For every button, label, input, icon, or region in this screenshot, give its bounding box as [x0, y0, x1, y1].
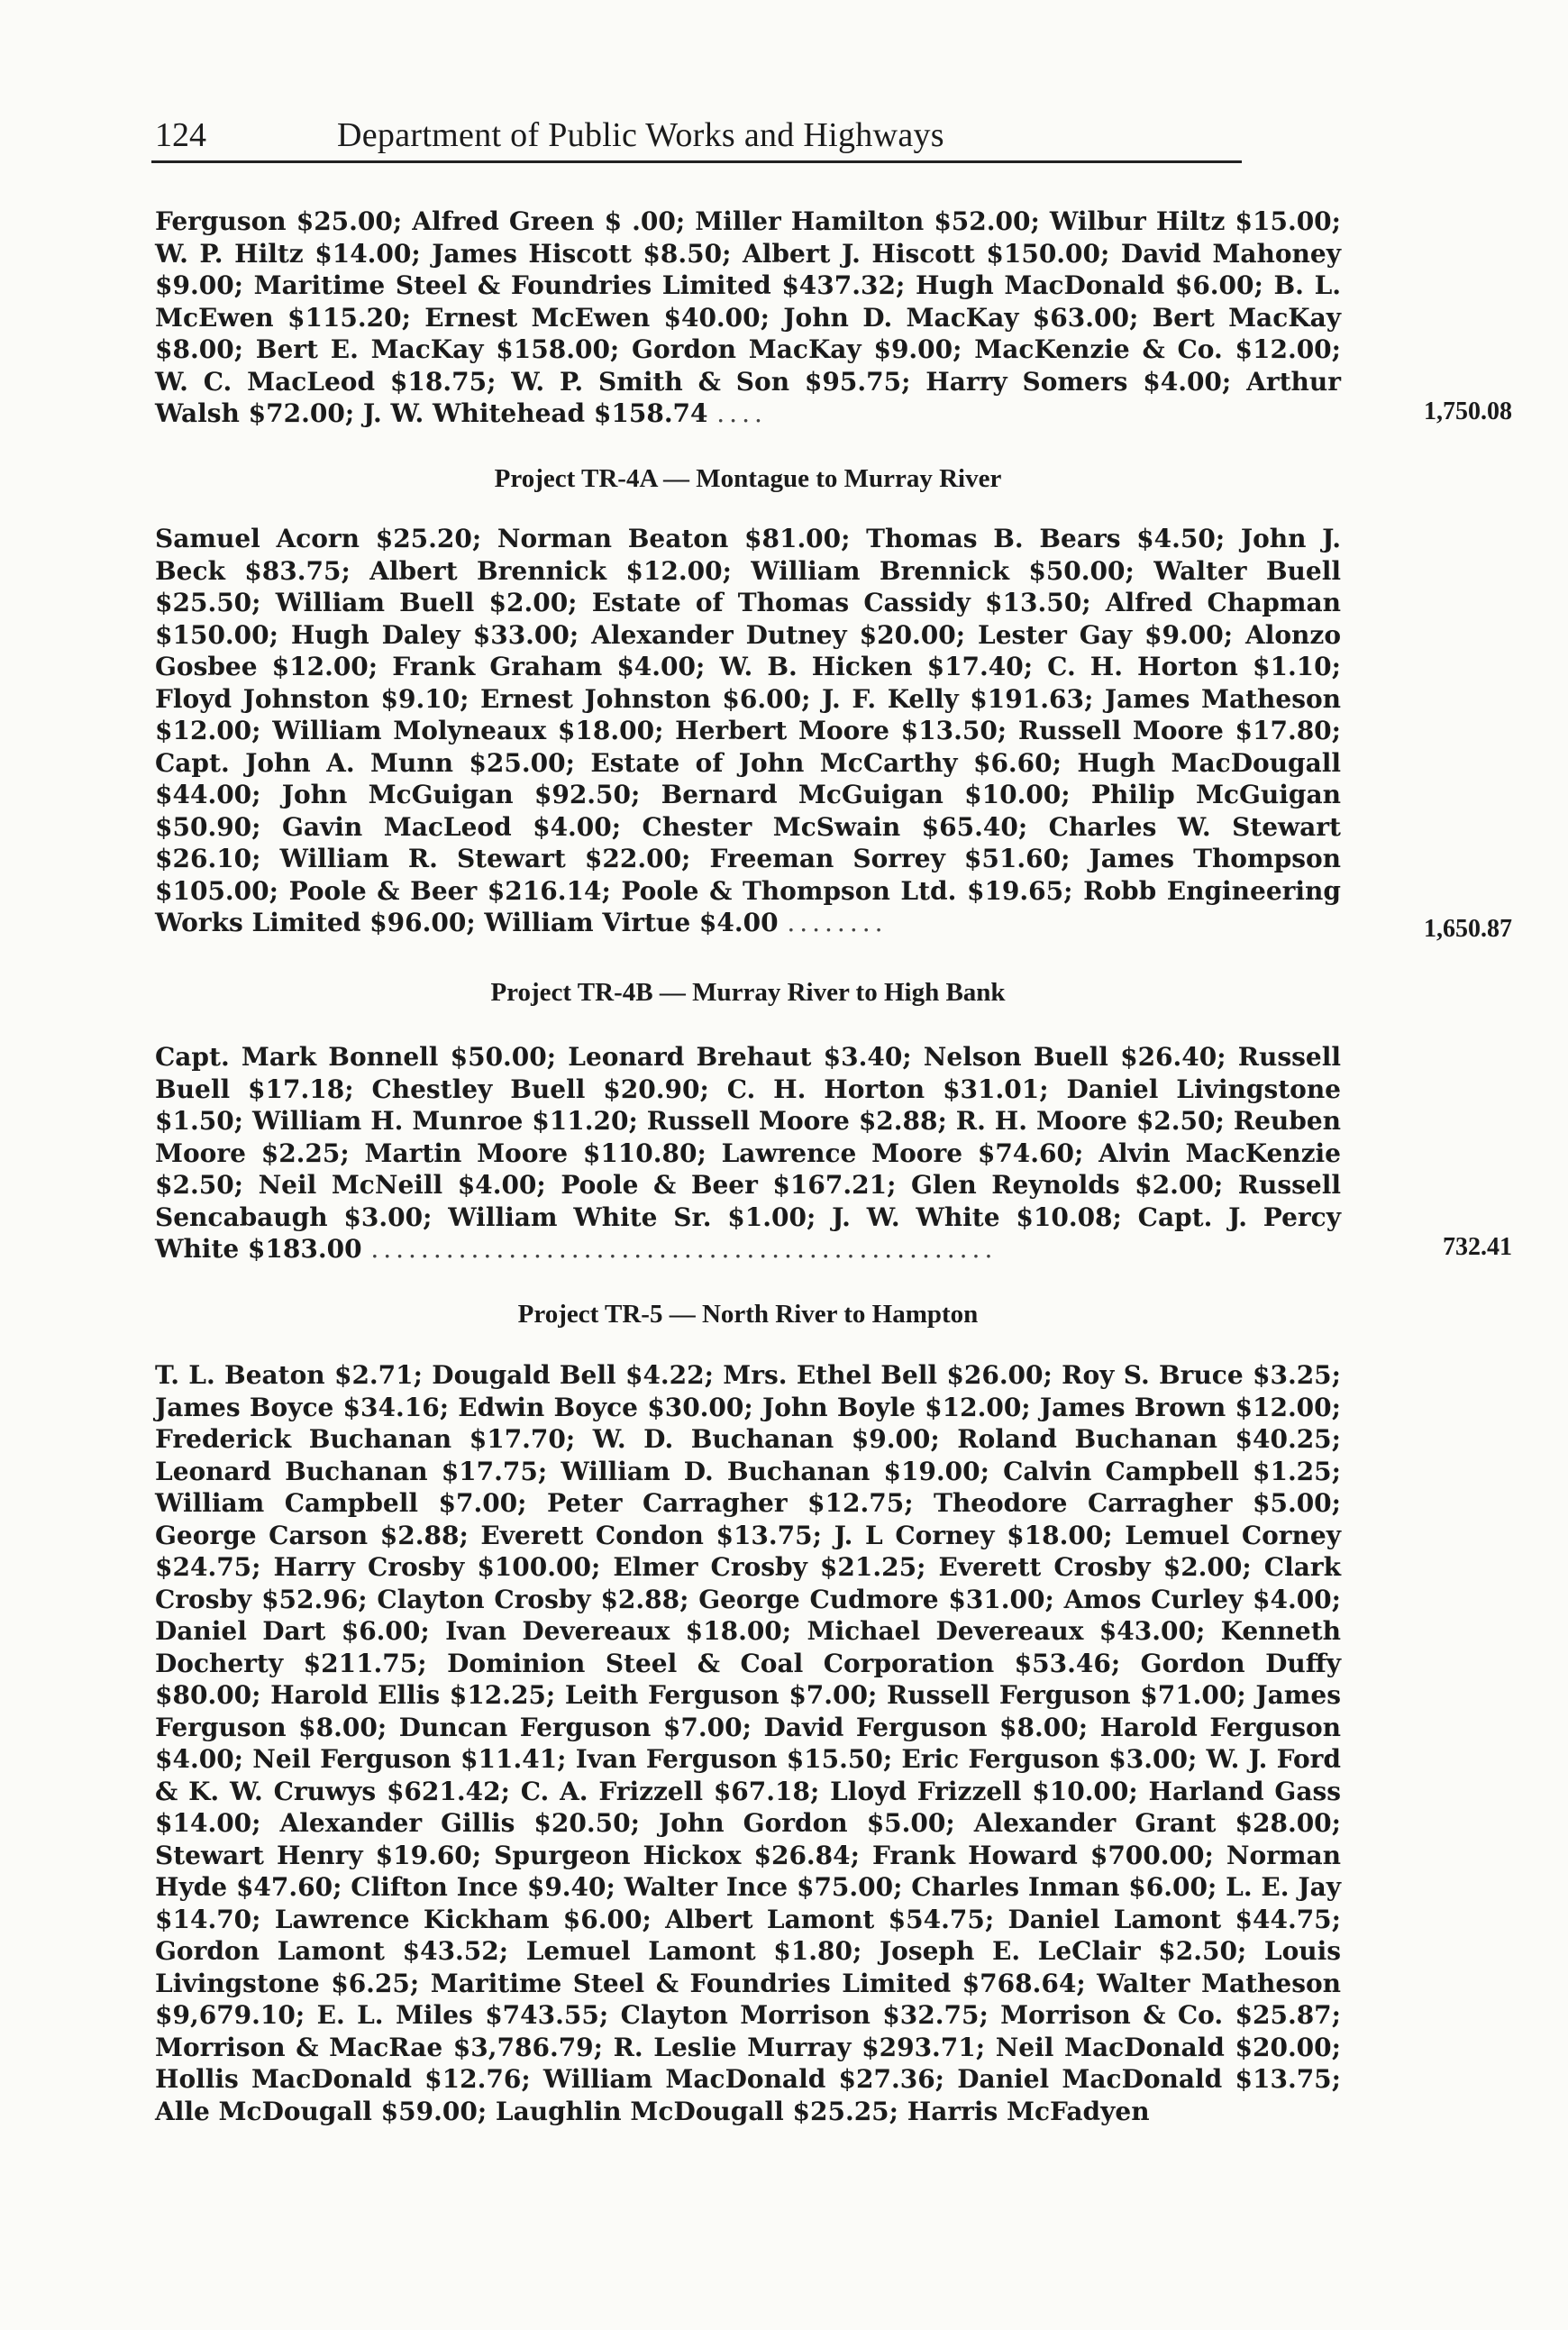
paragraph-text: Samuel Acorn $25.20; Norman Beaton $81.00; Thomas B. Bears $4.50; John J. Beck $83.75; Albert Brennick $12.00; William Brennick $50.00; Walter Buell $25.50; William Buell $2.00; Estate of Thomas Cassidy $13.50; Alfred Chapman $150.00; Hugh Daley $33.00; Alexander Dutney $20.00; Lester Gay $9.00; Alonzo Gosbee $12.00; Frank Graham $4.00; W. B. Hicken $17.40; C. H. Horton $1.10; Floyd Johnston $9.10; Ernest Johnston $6.00; J. F. Kelly $191.63; James Matheson $12.00; William Molyneaux $18.00; Herbert Moore $13.50; Russell Moore $17.80; Capt. John A. Munn $25.00; Estate of John McCarthy $6.60; Hugh MacDougall $44.00; John McGuigan $92.50; Bernard McGuigan $10.00; Philip McGuigan $50.90; Gavin MacLeod $4.00; Chester McSwain $65.40; Charles W. Stewart $26.10; William R. Stewart $22.00; Freeman Sorrey $51.60; James Thompson $105.00; Poole & Beer $216.14; Poole & Thompson Ltd. $19.65; Robb Engineering Works Limited $96.00; William Virtue $4.00: [155, 524, 1341, 937]
paragraph-text: Capt. Mark Bonnell $50.00; Leonard Brehaut $3.40; Nelson Buell $26.40; Russell Buell $17.18; Chestley Buell $20.90; C. H. Horton $31.01; Daniel Livingstone $1.50; William H. Munroe $11.20; Russell Moore $2.88; R. H. Moore $2.50; Reuben Moore $2.25; Martin Moore $110.80; Lawrence Moore $74.60; Alvin MacKenzie $2.50; Neil McNeill $4.00; Poole & Beer $167.21; Glen Reynolds $2.00; Russell Sencabaugh $3.00; William White Sr. $1.00; J. W. White $10.08; Capt. J. Percy White $183.00: [155, 1042, 1341, 1264]
payment-paragraph-tr-4a: [155, 523, 1341, 939]
project-heading-tr-4b: Project TR-4B — Murray River to High Bank: [490, 978, 1006, 1007]
dot-leader: ........: [787, 908, 888, 937]
project-heading-tr-4a: Project TR-4A — Montague to Murray River: [494, 464, 1002, 493]
header-rule: [151, 160, 1242, 163]
page-header: [153, 101, 1235, 155]
payment-paragraph-continued: [155, 206, 1341, 430]
running-title: Department of Public Works and Highways: [337, 116, 944, 154]
section-total: 1,650.87: [1424, 915, 1512, 943]
dot-leader: ..................................................: [370, 1234, 998, 1264]
section-total: 732.41: [1443, 1233, 1512, 1261]
payment-paragraph-tr-4b: [155, 1041, 1341, 1266]
payment-paragraph-tr-5: [155, 1359, 1341, 2127]
paragraph-text: Ferguson $25.00; Alfred Green $ .00; Miller Hamilton $52.00; Wilbur Hiltz $15.00; W. P. Hiltz $14.00; James Hiscott $8.50; Albert J. Hiscott $150.00; David Mahoney $9.00; Maritime Steel & Foundries Limited $437.32; Hugh MacDonald $6.00; B. L. McEwen $115.20; Ernest McEwen $40.00; John D. MacKay $63.00; Bert MacKay $8.00; Bert E. MacKay $158.00; Gordon MacKay $9.00; MacKenzie & Co. $12.00; W. C. MacLeod $18.75; W. P. Smith & Son $95.75; Harry Somers $4.00; Arthur Walsh $72.00; J. W. Whitehead $158.74: [155, 206, 1341, 428]
section-total: 1,750.08: [1424, 397, 1512, 425]
paragraph-text: T. L. Beaton $2.71; Dougald Bell $4.22; Mrs. Ethel Bell $26.00; Roy S. Bruce $3.25; James Boyce $34.16; Edwin Boyce $30.00; John Boyle $12.00; James Brown $12.00; Frederick Buchanan $17.70; W. D. Buchanan $9.00; Roland Buchanan $40.25; Leonard Buchanan $17.75; William D. Buchanan $19.00; Calvin Campbell $1.25; William Campbell $7.00; Peter Carragher $12.75; Theodore Carragher $5.00; George Carson $2.88; Everett Condon $13.75; J. L Corney $18.00; Lemuel Corney $24.75; Harry Crosby $100.00; Elmer Crosby $21.25; Everett Crosby $2.00; Clark Crosby $52.96; Clayton Crosby $2.88; George Cudmore $31.00; Amos Curley $4.00; Daniel Dart $6.00; Ivan Devereaux $18.00; Michael Devereaux $43.00; Kenneth Docherty $211.75; Dominion Steel & Coal Corporation $53.46; Gordon Duffy $80.00; Harold Ellis $12.25; Leith Ferguson $7.00; Russell Ferguson $71.00; James Ferguson $8.00; Duncan Ferguson $7.00; David Ferguson $8.00; Harold Ferguson $4.00; Neil Ferguson $11.41; Ivan Ferguson $15.50; Eric Ferguson $3.00; W. J. Ford & K. W. Cruwys $621.42; C. A. Frizzell $67.18; Lloyd Frizzell $10.00; Harland Gass $14.00; Alexander Gillis $20.50; John Gordon $5.00; Alexander Grant $28.00; Stewart Henry $19.60; Spurgeon Hickox $26.84; Frank Howard $700.00; Norman Hyde $47.60; Clifton Ince $9.40; Walter Ince $75.00; Charles Inman $6.00; L. E. Jay $14.70; Lawrence Kickham $6.00; Albert Lamont $54.75; Daniel Lamont $44.75; Gordon Lamont $43.52; Lemuel Lamont $1.80; Joseph E. LeClair $2.50; Louis Livingstone $6.25; Maritime Steel & Foundries Limited $768.64; Walter Matheson $9,679.10; E. L. Miles $743.55; Clayton Morrison $32.75; Morrison & Co. $25.87; Morrison & MacRae $3,786.79; R. Leslie Murray $293.71; Neil MacDonald $20.00; Hollis MacDonald $12.76; William MacDonald $27.36; Daniel MacDonald $13.75; Alle McDougall $59.00; Laughlin McDougall $25.25; Harris McFadyen: [155, 1360, 1341, 2126]
project-heading-tr-5: Project TR-5 — North River to Hampton: [517, 1300, 979, 1329]
page-number: 124: [155, 116, 206, 154]
dot-leader: ....: [716, 398, 767, 428]
